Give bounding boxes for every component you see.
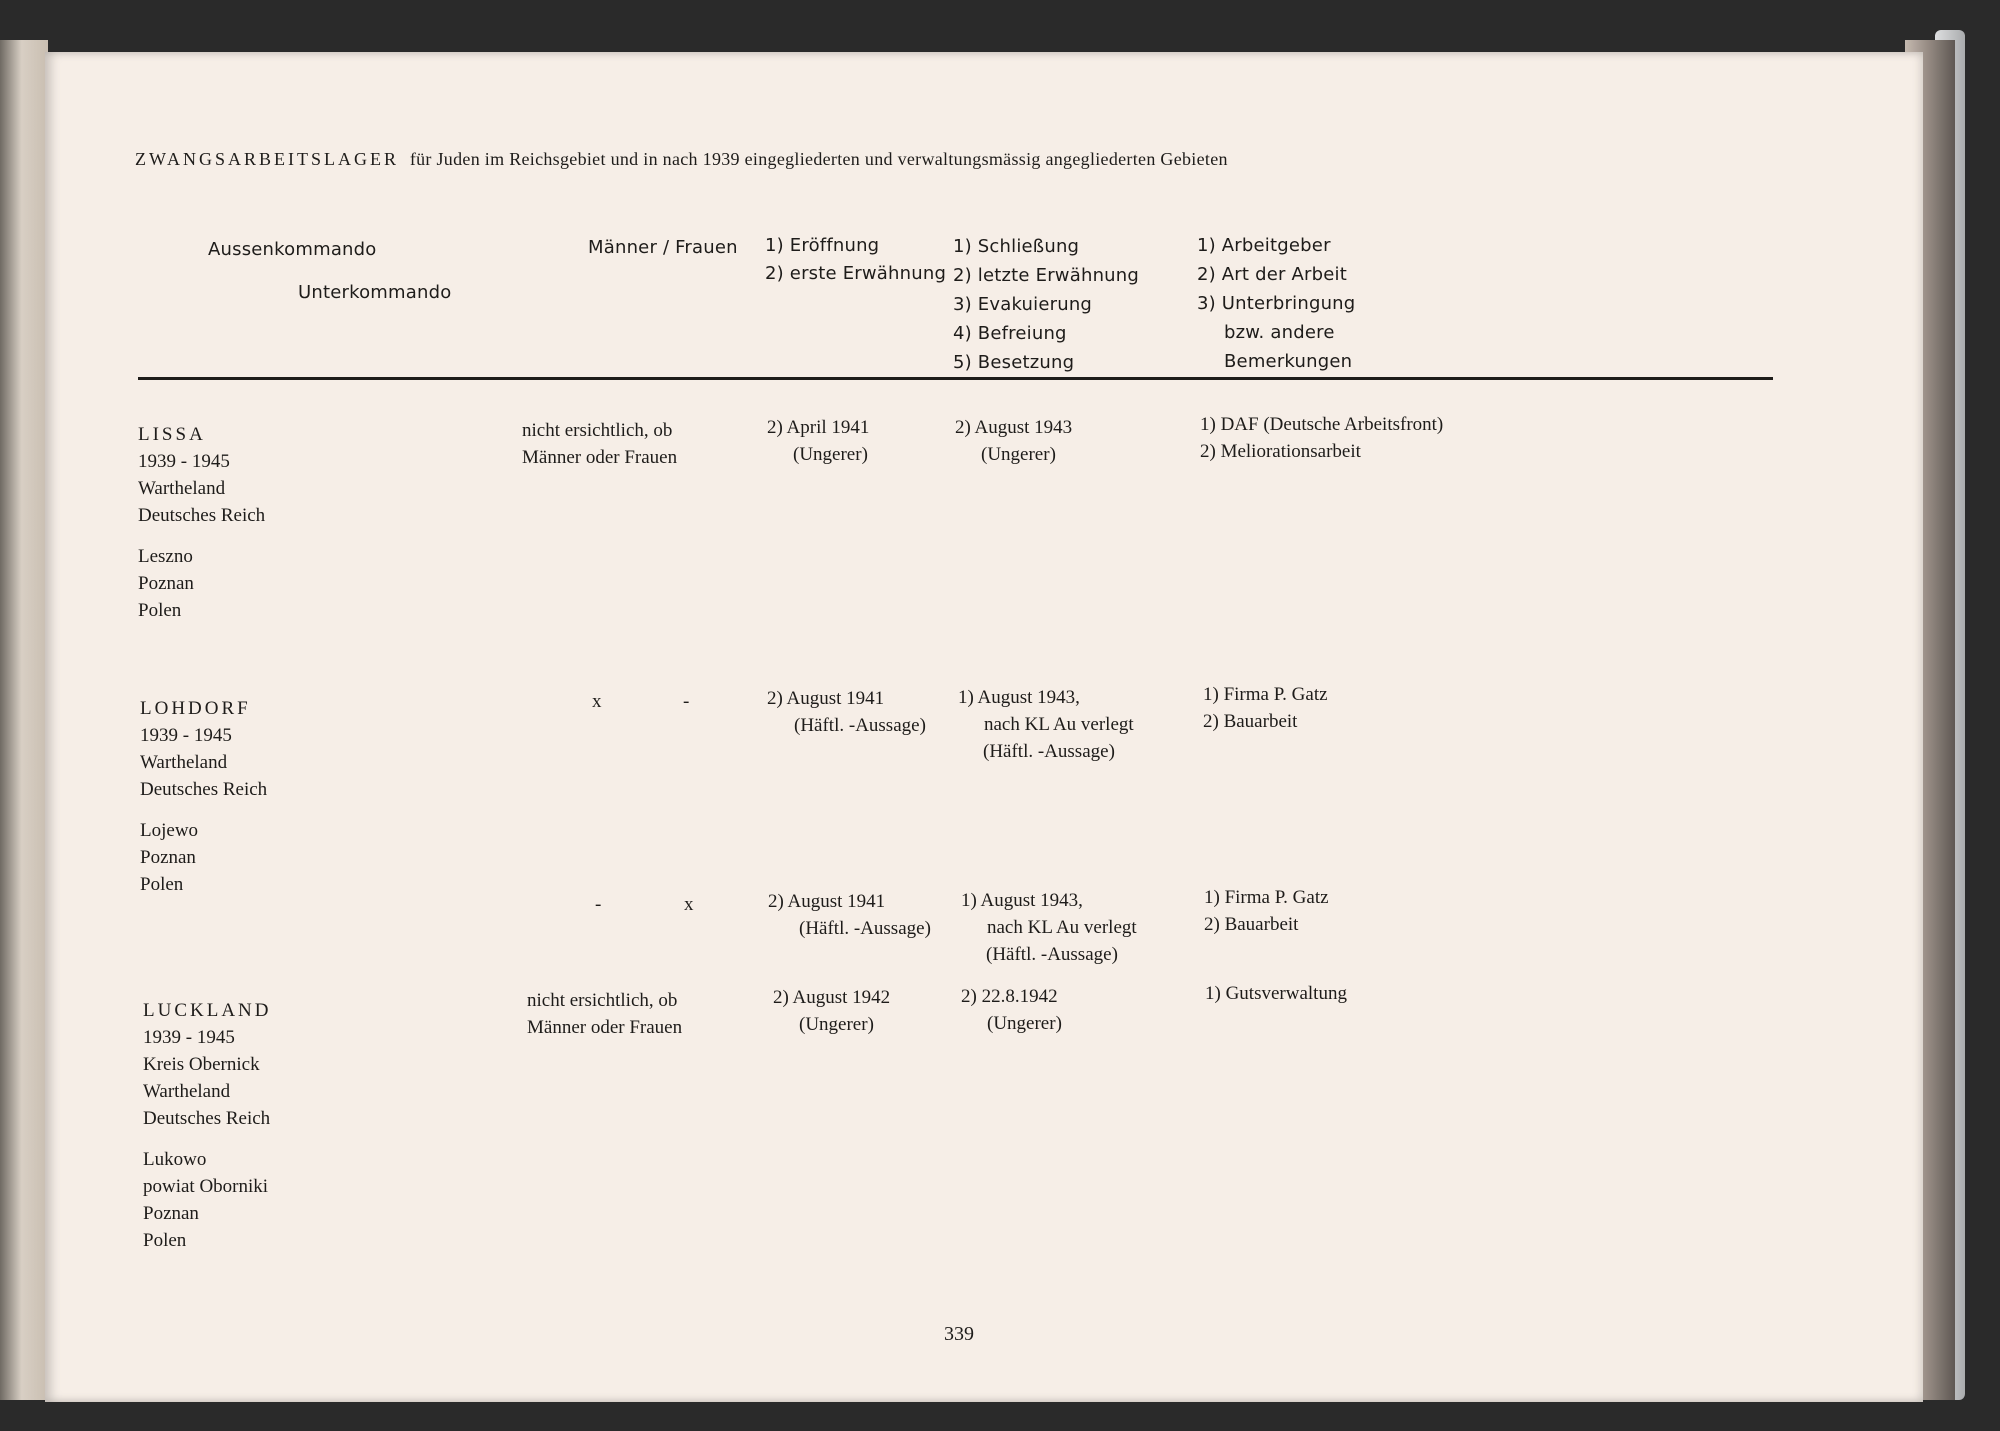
- entry-lohdorf2-opening: [768, 888, 931, 942]
- sex-line: Männer oder Frauen: [522, 447, 678, 468]
- book-left-edge: [0, 40, 48, 1400]
- remarks-line: 2) Bauarbeit: [1204, 914, 1299, 935]
- header-eroeffnung: [765, 232, 946, 288]
- header-aussenkommando: Aussenkommando: [208, 239, 377, 260]
- remarks-line: 1) DAF (Deutsche Arbeitsfront): [1200, 414, 1444, 435]
- entry-lohdorf-closing: [958, 684, 1134, 765]
- entry-lohdorf-opening: [767, 685, 926, 739]
- location-line: Wartheland: [140, 752, 228, 773]
- title-rest: für Juden im Reichsgebiet und in nach 1939 eingegliederten und verwaltungsmässig angegliederten Gebieten: [409, 149, 1228, 169]
- header-line: 2) erste Erwähnung: [765, 263, 947, 284]
- location-line: Deutsches Reich: [143, 1108, 271, 1129]
- entry-luckland-remarks: [1205, 980, 1347, 1007]
- header-unterkommando: Unterkommando: [298, 282, 452, 303]
- entry-lohdorf2-remarks: [1204, 884, 1329, 938]
- closing-line: nach KL Au verlegt: [984, 714, 1134, 735]
- header-rule: [138, 377, 1773, 380]
- entry-lohdorf-location: [140, 695, 267, 898]
- entry-lissa-closing: [955, 414, 1072, 468]
- entry-lissa-location: [138, 421, 265, 624]
- header-arbeitgeber: [1197, 231, 1355, 376]
- location-line: 1939 - 1945: [143, 1027, 235, 1048]
- closing-line: 1) August 1943,: [958, 687, 1080, 708]
- header-line: 2) letzte Erwähnung: [953, 265, 1140, 286]
- opening-line: (Häftl. -Aussage): [794, 715, 926, 736]
- sex-line: Männer oder Frauen: [527, 1017, 683, 1038]
- entry-lohdorf-remarks: [1203, 681, 1328, 735]
- polish-line: Poznan: [143, 1203, 199, 1224]
- closing-line: (Ungerer): [987, 1013, 1062, 1034]
- header-line: 1) Arbeitgeber: [1197, 235, 1331, 256]
- polish-line: Lojewo: [140, 820, 199, 841]
- polish-line: Leszno: [138, 546, 193, 567]
- entry-lohdorf2-men: -: [595, 894, 602, 915]
- header-line: 5) Besetzung: [953, 352, 1075, 373]
- header-line: Bemerkungen: [1224, 351, 1353, 372]
- camp-name: LUCKLAND: [143, 1000, 272, 1021]
- polish-line: Poznan: [140, 847, 196, 868]
- location-line: Kreis Obernick: [143, 1054, 260, 1075]
- location-line: Deutsches Reich: [140, 779, 268, 800]
- header-maenner-frauen: Männer / Frauen: [588, 237, 738, 258]
- sex-line: nicht ersichtlich, ob: [527, 990, 678, 1011]
- polish-line: Polen: [138, 600, 182, 621]
- entry-luckland-location: [143, 997, 272, 1254]
- location-line: Wartheland: [138, 478, 226, 499]
- closing-line: 1) August 1943,: [961, 890, 1083, 911]
- header-line: 3) Unterbringung: [1197, 293, 1356, 314]
- camp-name: LISSA: [138, 424, 206, 445]
- closing-line: 2) 22.8.1942: [961, 986, 1058, 1007]
- remarks-line: 2) Bauarbeit: [1203, 711, 1298, 732]
- polish-line: powiat Oborniki: [143, 1176, 269, 1197]
- remarks-line: 1) Firma P. Gatz: [1203, 684, 1328, 705]
- entry-lohdorf2-closing: [961, 887, 1137, 968]
- header-line: 1) Schließung: [953, 236, 1080, 257]
- camp-name: LOHDORF: [140, 698, 251, 719]
- entry-luckland-sex: [527, 987, 682, 1041]
- page-number: 339: [944, 1323, 974, 1345]
- entry-luckland-opening: [773, 984, 890, 1038]
- opening-line: 2) August 1941: [768, 891, 886, 912]
- entry-lissa-sex: [522, 417, 677, 471]
- closing-line: (Ungerer): [981, 444, 1056, 465]
- entry-luckland-closing: [961, 983, 1062, 1037]
- location-line: Wartheland: [143, 1081, 231, 1102]
- entry-lissa-opening: [767, 414, 869, 468]
- closing-line: (Häftl. -Aussage): [983, 741, 1115, 762]
- title-spaced: ZWANGSARBEITSLAGER: [135, 149, 399, 169]
- location-line: Deutsches Reich: [138, 505, 266, 526]
- header-line: 3) Evakuierung: [953, 294, 1093, 315]
- polish-line: Polen: [140, 874, 184, 895]
- opening-line: (Ungerer): [799, 1014, 874, 1035]
- remarks-line: 1) Firma P. Gatz: [1204, 887, 1329, 908]
- remarks-line: 2) Meliorationsarbeit: [1200, 441, 1361, 462]
- header-line: 2) Art der Arbeit: [1197, 264, 1347, 285]
- closing-line: (Häftl. -Aussage): [986, 944, 1118, 965]
- opening-line: 2) August 1942: [773, 987, 891, 1008]
- location-line: 1939 - 1945: [138, 451, 230, 472]
- remarks-line: 1) Gutsverwaltung: [1205, 983, 1347, 1004]
- entry-lohdorf-men: x: [592, 691, 602, 712]
- polish-line: Lukowo: [143, 1149, 207, 1170]
- entry-lohdorf-women: -: [683, 691, 690, 712]
- sex-line: nicht ersichtlich, ob: [522, 420, 673, 441]
- location-line: 1939 - 1945: [140, 725, 232, 746]
- opening-line: 2) April 1941: [767, 417, 870, 438]
- closing-line: nach KL Au verlegt: [987, 917, 1137, 938]
- header-line: 1) Eröffnung: [765, 235, 880, 256]
- header-line: 4) Befreiung: [953, 323, 1067, 344]
- polish-line: Poznan: [138, 573, 194, 594]
- closing-line: 2) August 1943: [955, 417, 1073, 438]
- header-schliessung: [953, 232, 1139, 377]
- entry-lohdorf2-women: x: [684, 894, 694, 915]
- opening-line: 2) August 1941: [767, 688, 885, 709]
- page-title: [135, 146, 1228, 173]
- opening-line: (Häftl. -Aussage): [799, 918, 931, 939]
- opening-line: (Ungerer): [793, 444, 868, 465]
- header-line: bzw. andere: [1224, 322, 1335, 343]
- polish-line: Polen: [143, 1230, 187, 1251]
- entry-lissa-remarks: [1200, 411, 1443, 465]
